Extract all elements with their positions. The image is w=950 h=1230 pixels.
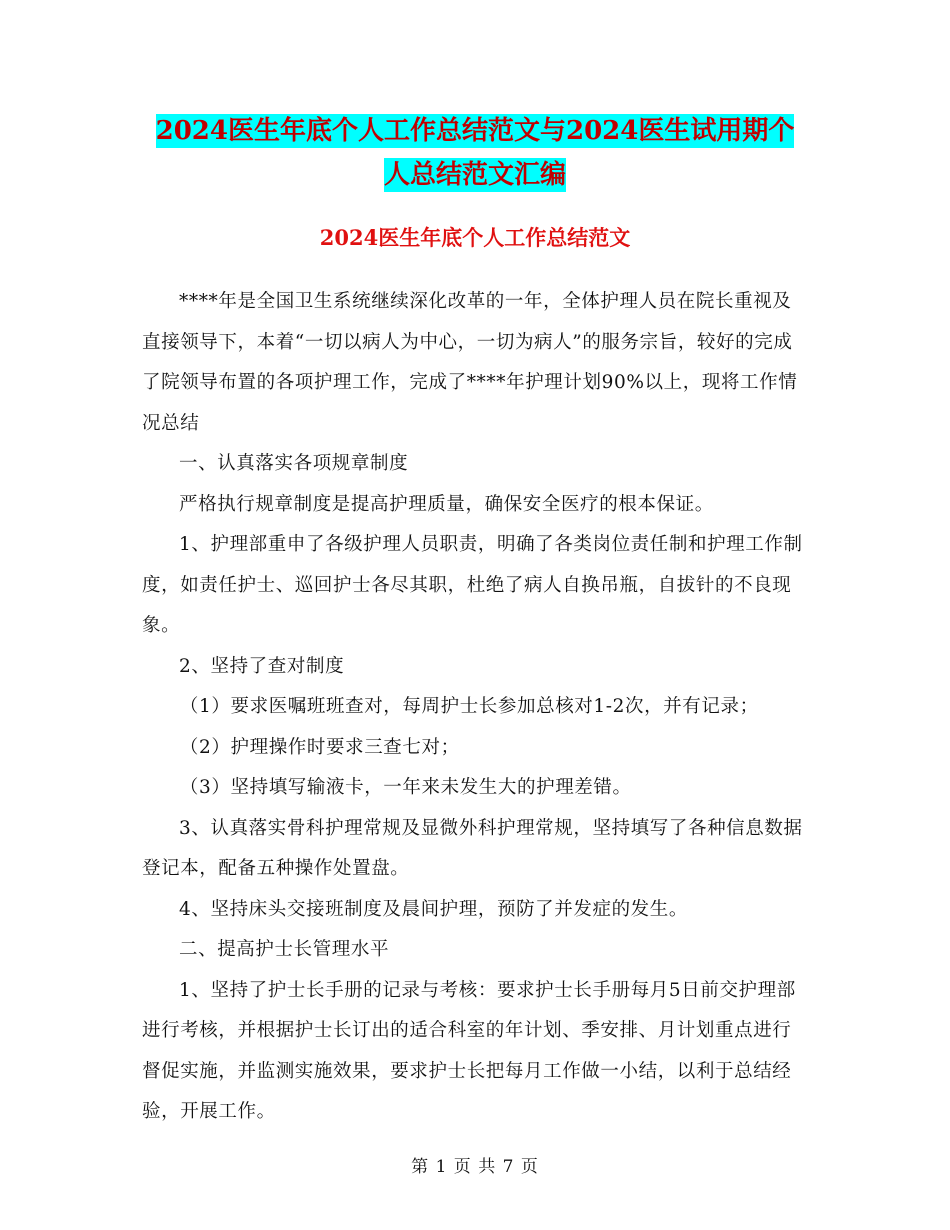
section-title: 2024医生年底个人工作总结范文 — [319, 225, 631, 250]
paragraph: 严格执行规章制度是提高护理质量，确保安全医疗的根本保证。 — [179, 493, 714, 515]
paragraph-sub-item: （1）要求医嘱班班查对，每周护士长参加总核对1-2次，并有记录； — [179, 696, 759, 717]
document-title-line-2 — [0, 148, 950, 202]
paragraph-heading-1: 一、认真落实各项规章制度 — [179, 453, 409, 474]
paragraph: 2、坚持了查对制度 — [179, 655, 345, 677]
paragraph: 1、坚持了护士长手册的记录与考核：要求护士长手册每月5日前交护理部进行考核，并根据护士长订出的适合科室的年计划、季安排、月计划重点进行督促实施，并监测实施效果，要求护士长把每月工作做一小结，以利于总结经验，开展工作。 — [142, 979, 796, 1122]
paragraph-sub-item: （3）坚持填写输液卡，一年来未发生大的护理差错。 — [179, 777, 632, 798]
paragraph: 3、认真落实骨科护理常规及显微外科护理常规，坚持填写了各种信息数据登记本，配备五种操作处置盘。 — [142, 817, 803, 879]
page-footer: 第 1 页 共 7 页 — [411, 1157, 539, 1177]
document-title-highlight-1: 2024医生年底个人工作总结范文与2024医生试用期个 — [155, 116, 795, 146]
paragraph-intro: ****年是全国卫生系统继续深化改革的一年，全体护理人员在院长重视及直接领导下，本着“一切以病人为中心，一切为病人”的服务宗旨，较好的完成了院领导布置的各项护理工作，完成了****年护理计划90%以上，现将工作情况总结 — [142, 291, 798, 434]
paragraph: 4、坚持床头交接班制度及晨间护理，预防了并发症的发生。 — [179, 898, 688, 920]
document-body — [142, 282, 810, 1133]
paragraph: 1、护理部重申了各级护理人员职责，明确了各类岗位责任制和护理工作制度，如责任护士、巡回护士各尽其职，杜绝了病人自换吊瓶，自拔针的不良现象。 — [142, 534, 803, 636]
paragraph-heading-2: 二、提高护士长管理水平 — [179, 939, 390, 960]
paragraph-sub-item: （2）护理操作时要求三查七对； — [179, 736, 460, 758]
document-title-highlight-2: 人总结范文汇编 — [383, 160, 566, 190]
